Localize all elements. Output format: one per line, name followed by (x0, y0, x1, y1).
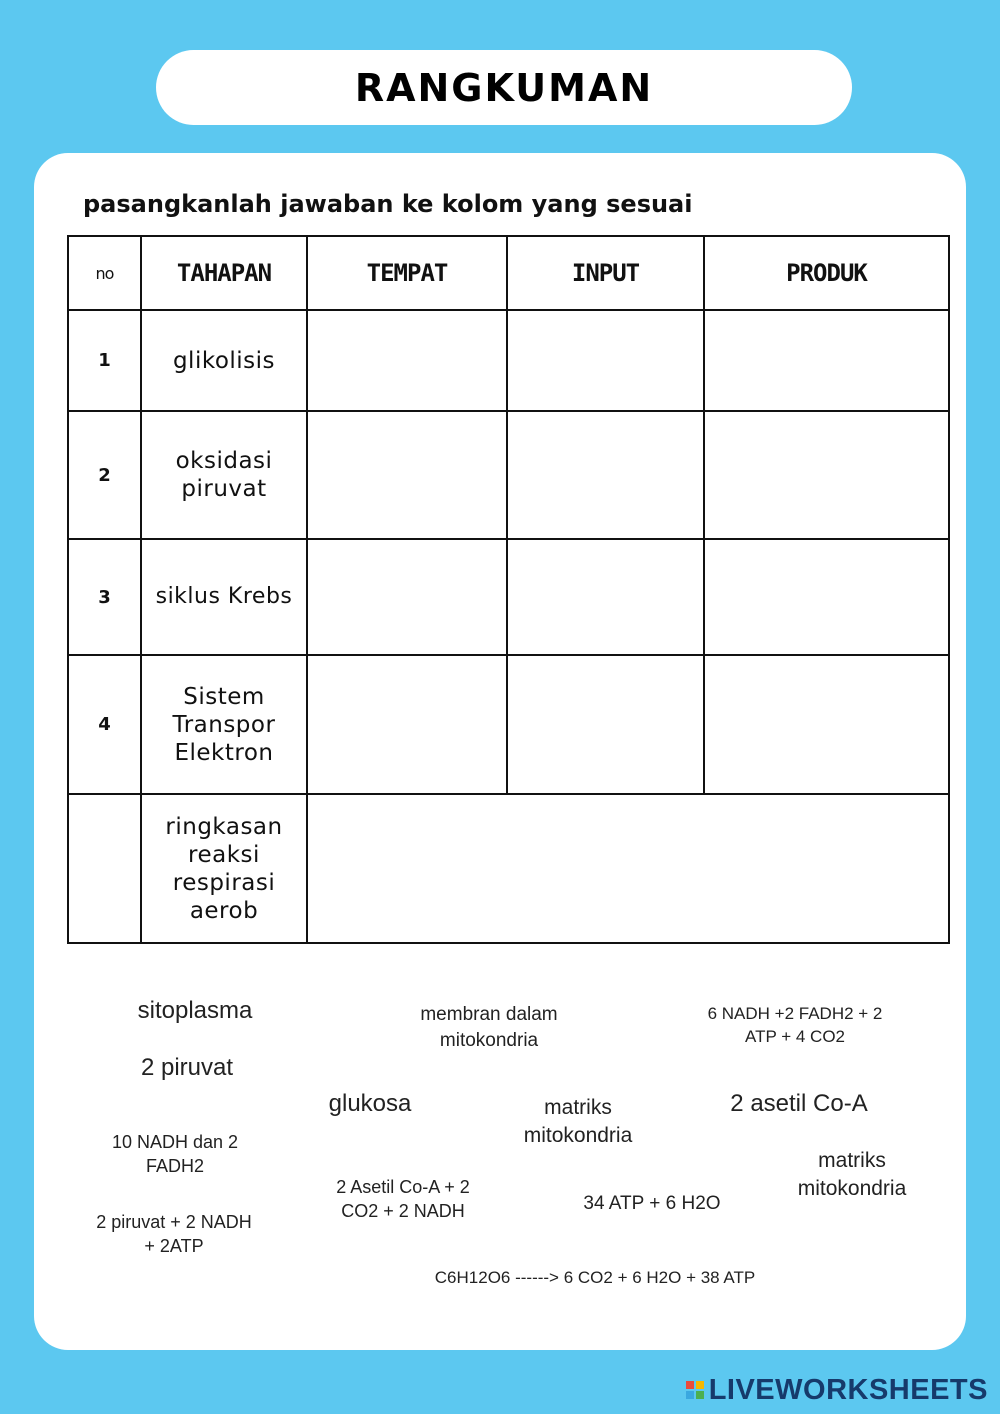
answer-option-2asetil-2co2-2nadh[interactable]: 2 Asetil Co-A + 2 CO2 + 2 NADH (336, 1177, 470, 1222)
column-header-no: no (68, 236, 141, 310)
row-number: 4 (68, 655, 141, 794)
answer-option-2piruvat-2nadh-2atp[interactable]: 2 piruvat + 2 NADH + 2ATP (96, 1212, 252, 1257)
row-number: 1 (68, 310, 141, 411)
drop-zone-produk[interactable] (704, 539, 949, 655)
logo-square (686, 1381, 694, 1389)
answer-option-34atp-6h2o[interactable]: 34 ATP + 6 H2O (583, 1193, 721, 1214)
drop-zone-produk[interactable] (704, 310, 949, 411)
drop-zone-tempat[interactable] (307, 310, 507, 411)
answer-option-sitoplasma[interactable]: sitoplasma (137, 997, 253, 1024)
answer-option-matriks-mitokondria-2[interactable]: matriks mitokondria (797, 1149, 907, 1201)
answer-option-matriks-mitokondria-1[interactable]: matriks mitokondria (523, 1096, 633, 1148)
answer-option-6nadh-2fadh2-2atp-4co2[interactable]: 6 NADH +2 FADH2 + 2 ATP + 4 CO2 (707, 1004, 883, 1046)
liveworksheets-logo-icon (686, 1381, 704, 1399)
drop-zone-input[interactable] (507, 655, 704, 794)
title-banner (156, 50, 852, 125)
answer-option-glukosa[interactable]: glukosa (328, 1090, 412, 1117)
drop-zone-tempat[interactable] (307, 539, 507, 655)
drop-zone-produk[interactable] (704, 655, 949, 794)
drop-zone-input[interactable] (507, 411, 704, 539)
table-row (68, 539, 949, 655)
answer-option-reaction-summary[interactable]: C6H12O6 ------> 6 CO2 + 6 H2O + 38 ATP (434, 1268, 756, 1287)
column-header-input: INPUT (507, 236, 704, 310)
stage-name: ringkasan reaksi respirasi aerob (141, 794, 307, 943)
answer-option-2-piruvat[interactable]: 2 piruvat (140, 1054, 234, 1081)
stage-name: siklus Krebs (141, 539, 307, 655)
table-row (68, 310, 949, 411)
column-header-tahapan: TAHAPAN (141, 236, 307, 310)
table-row (68, 655, 949, 794)
drop-zone-input[interactable] (507, 310, 704, 411)
logo-square (696, 1391, 704, 1399)
drop-zone-tempat[interactable] (307, 411, 507, 539)
answer-option-membran-dalam-mitokondria[interactable]: membran dalam mitokondria (420, 1004, 558, 1051)
page-title: RANGKUMAN (354, 65, 654, 110)
stage-name: glikolisis (141, 310, 307, 411)
table-header-row (68, 236, 949, 310)
answer-option-10nadh-2fadh2[interactable]: 10 NADH dan 2 FADH2 (111, 1132, 239, 1177)
answer-option-2-asetil-coa[interactable]: 2 asetil Co-A (730, 1090, 868, 1117)
brand-text: LIVEWORKSHEETS (708, 1373, 988, 1406)
table-row (68, 794, 949, 943)
logo-square (686, 1391, 694, 1399)
liveworksheets-brand (686, 1372, 988, 1408)
drop-zone-reaction-summary[interactable] (307, 794, 949, 943)
row-number: 2 (68, 411, 141, 539)
column-header-tempat: TEMPAT (307, 236, 507, 310)
logo-square (696, 1381, 704, 1389)
table-row (68, 411, 949, 539)
drop-zone-tempat[interactable] (307, 655, 507, 794)
summary-table (67, 235, 950, 944)
stage-name: oksidasi piruvat (141, 411, 307, 539)
drop-zone-input[interactable] (507, 539, 704, 655)
column-header-produk: PRODUK (704, 236, 949, 310)
instruction-text: pasangkanlah jawaban ke kolom yang sesuai (83, 190, 693, 218)
row-number (68, 794, 141, 943)
drop-zone-produk[interactable] (704, 411, 949, 539)
stage-name: Sistem Transpor Elektron (141, 655, 307, 794)
row-number: 3 (68, 539, 141, 655)
